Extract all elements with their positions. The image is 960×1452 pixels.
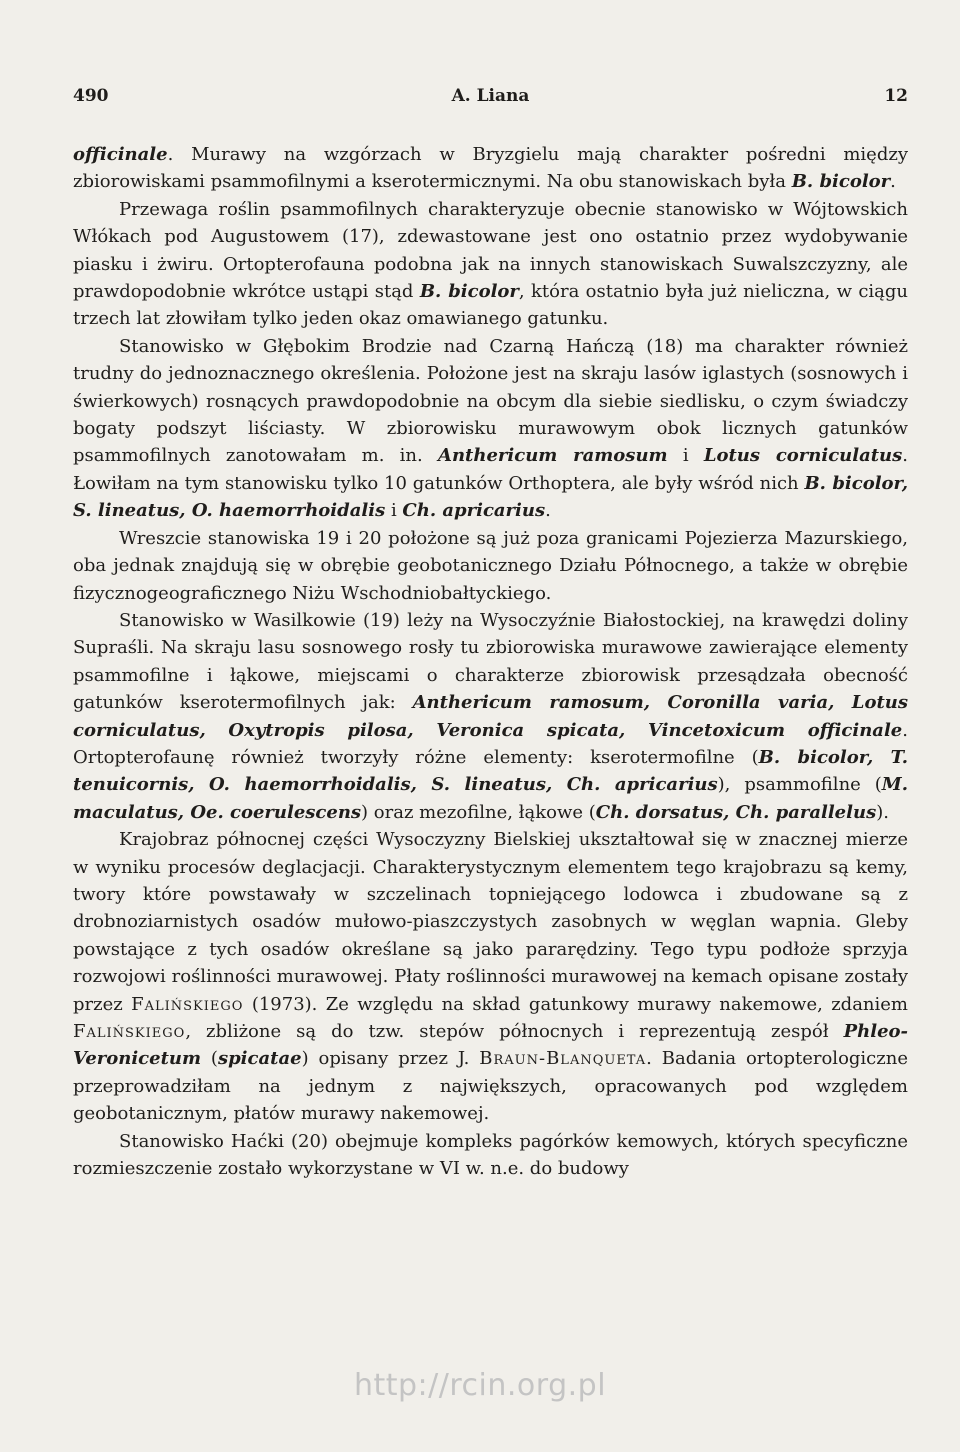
paragraph: Stanowisko Haćki (20) obejmuje kompleks pagórków kemowych, których specyficzne rozmieszczenie zostało wykorzystane w VI w. n.e. do budowy (73, 1130, 908, 1180)
paragraph: officinale. Murawy na wzgórzach w Bryzgielu mają charakter pośredni między zbiorowiskami psammofilnymi a kserotermicznymi. Na obu stanowiskach była B. bicolor. (73, 144, 908, 193)
watermark-url: http://rcin.org.pl (353, 1368, 607, 1403)
association-name: Phleo-Veronicetum (73, 1021, 908, 1070)
association-name: spicatae (217, 1048, 302, 1070)
species-name: B. bicolor, S. lineatus, O. haemorrhoidalis (73, 472, 908, 522)
species-name: Lotus corniculatus (703, 445, 903, 467)
species-name: Ch. apricarius (402, 500, 546, 522)
species-name: officinale (73, 144, 168, 165)
body-text (73, 141, 908, 1182)
species-name: Anthericum ramosum (438, 445, 668, 467)
species-name: B. bicolor (791, 171, 891, 193)
paragraph: Krajobraz północnej części Wysoczyzny Bielskiej ukształtował się w znacznej mierze w wyniku procesów deglacjacji. Charakterystycznym elementem tego krajobrazu są kemy, twory które powstawały w szczelinach topniejącego lodowca i zbudowane są z drobnoziarnistych osadów mułowo-piaszczystych zasobnych w węglan wapnia. Gleby powstające z tych osadów określane są jako pararędziny. Tego typu podłoże sprzyja rozwojowi roślinności murawowej. Płaty roślinności murawowej na kemach opisane zostały przez Falińskiego (1973). Ze względu na skład gatunkowy murawy nakemowe, zdaniem Falińskiego, zbliżone są do tzw. stepów północnych i reprezentują zespół Phleo-Veronicetum (spicatae) opisany przez J. Braun-Blanqueta. Badania ortopterologiczne przeprowadziłam na jednym z największych, opracowanych pod względem geobotanicznym, płatów murawy nakemowej. (73, 829, 908, 1125)
species-name: B. bicolor (419, 281, 519, 303)
author-name: Falińskiego (131, 993, 244, 1015)
running-author: A. Liana (451, 86, 530, 106)
species-name: Anthericum ramosum, Coronilla varia, Lotus corniculatus, Oxytropis pilosa, Veronica spicata, Vincetoxicum officinale (73, 692, 909, 741)
author-name: Braun-Blanqueta (479, 1048, 647, 1070)
species-name: B. bicolor, T. tenuicornis, O. haemorrhoidalis, S. lineatus, Ch. apricarius (73, 746, 908, 796)
paragraph: Stanowisko w Głębokim Brodzie nad Czarną Hańczą (18) ma charakter również trudny do jednoznacznego określenia. Położone jest na skraju lasów iglastych (sosnowych i świerkowych) rosnących prawdopodobnie na obcym dla siebie siedlisku, o czym świadczy bogaty podszyt liściasty. W zbiorowisku murawowym obok licznych gatunków psammofilnych zanotowałam m. in. Anthericum ramosum i Lotus corniculatus. Łowiłam na tym stanowisku tylko 10 gatunków Orthoptera, ale były wśród nich B. bicolor, S. lineatus, O. haemorrhoidalis i Ch. apricarius. (73, 335, 909, 522)
volume-number: 12 (884, 86, 908, 106)
page-number: 490 (73, 86, 109, 106)
paragraph: Wreszcie stanowiska 19 i 20 położone są już poza granicami Pojezierza Mazurskiego, oba jednak znajdują się w obrębie geobotanicznego Działu Północnego, a także w obrębie fizycznogeograficznego Niżu Wschodniobałtyckiego. (73, 527, 908, 604)
species-name: M. maculatus, Oe. coerulescens (73, 774, 908, 823)
paragraph: Przewaga roślin psammofilnych charakteryzuje obecnie stanowisko w Wójtowskich Włókach pod Augustowem (17), zdewastowane jest ono ostatnio przez wydobywanie piasku i żwiru. Ortopterofauna podobna jak na innych stanowiskach Suwalszczyzny, ale prawdopodobnie wkrótce ustąpi stąd B. bicolor, która ostatnio była już nieliczna, w ciągu trzech lat złowiłam tylko jeden okaz omawianego gatunku. (73, 198, 909, 330)
running-header (73, 86, 908, 112)
paragraph: Stanowisko w Wasilkowie (19) leży na Wysoczyźnie Białostockiej, na krawędzi doliny Supraśli. Na skraju lasu sosnowego rosły tu zbiorowiska murawowe zawierające elementy psammofilne i łąkowe, miejscami o charakterze zbiorowisk przesądzała obecność gatunków kserotermofilnych jak: Anthericum ramosum, Coronilla varia, Lotus corniculatus, Oxytropis pilosa, Veronica spicata, Vincetoxicum officinale. Ortopterofaunę również tworzyły różne elementy: kserotermofilne (B. bicolor, T. tenuicornis, O. haemorrhoidalis, S. lineatus, Ch. apricarius), psammofilne (M. maculatus, Oe. coerulescens) oraz mezofilne, łąkowe (Ch. dorsatus, Ch. parallelus). (73, 609, 909, 823)
species-name: Ch. dorsatus, Ch. parallelus (595, 801, 877, 823)
author-name: Falińskiego (73, 1021, 186, 1042)
